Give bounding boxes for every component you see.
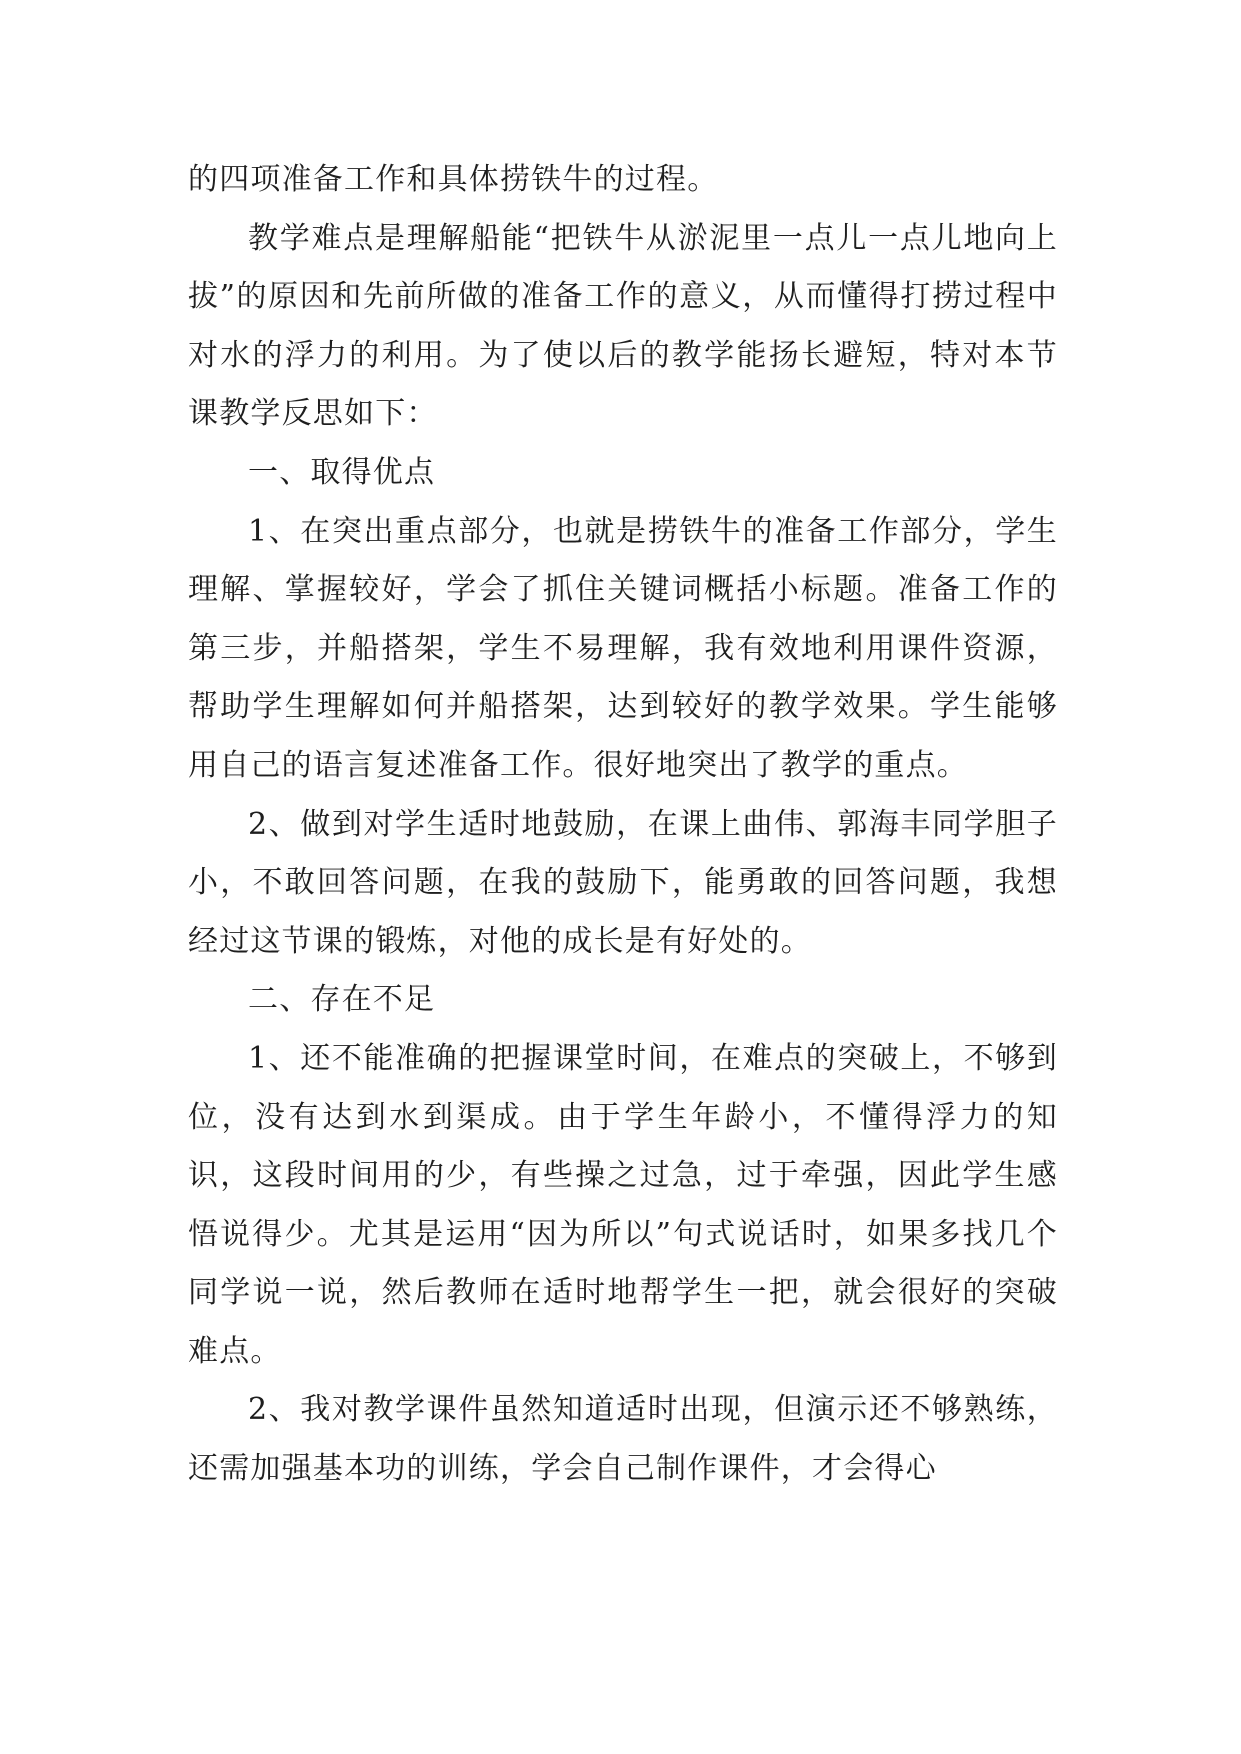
paragraph-continuation: 的四项准备工作和具体捞铁牛的过程。 xyxy=(188,162,719,197)
paragraph-strength-2: 2、做到对学生适时地鼓励，在课上曲伟、郭海丰同学胆子小，不敢回答问题，在我的鼓励下，能勇敢的回答问题，我想经过这节课的锻炼，对他的成长是有好处的。 xyxy=(188,806,1058,959)
paragraph-teaching-difficulty: 教学难点是理解船能“把铁牛从淤泥里一点儿一点儿地向上拔”的原因和先前所做的准备工作的意义，从而懂得打捞过程中对水的浮力的利用。为了使以后的教学能扬长避短，特对本节课教学反思如下： xyxy=(188,220,1058,432)
paragraph-weakness-2: 2、我对教学课件虽然知道适时出现，但演示还不够熟练，还需加强基本功的训练，学会自己制作课件，才会得心 xyxy=(188,1392,1058,1487)
section-heading-strengths: 一、取得优点 xyxy=(248,454,436,490)
section-heading-weaknesses: 二、存在不足 xyxy=(248,982,436,1018)
paragraph-weakness-1: 1、还不能准确的把握课堂时间，在难点的突破上，不够到位，没有达到水到渠成。由于学生年龄小，不懂得浮力的知识，这段时间用的少，有些操之过急，过于牵强，因此学生感悟说得少。尤其是运用“因为所以”句式说话时，如果多找几个同学说一说，然后教师在适时地帮学生一把，就会很好的突破难点。 xyxy=(188,1040,1058,1369)
document-page xyxy=(188,151,1058,1499)
paragraph-strength-1: 1、在突出重点部分，也就是捞铁牛的准备工作部分，学生理解、掌握较好，学会了抓住关键词概括小标题。准备工作的第三步，并船搭架，学生不易理解，我有效地利用课件资源，帮助学生理解如何并船搭架，达到较好的教学效果。学生能够用自己的语言复述准备工作。很好地突出了教学的重点。 xyxy=(188,513,1058,783)
